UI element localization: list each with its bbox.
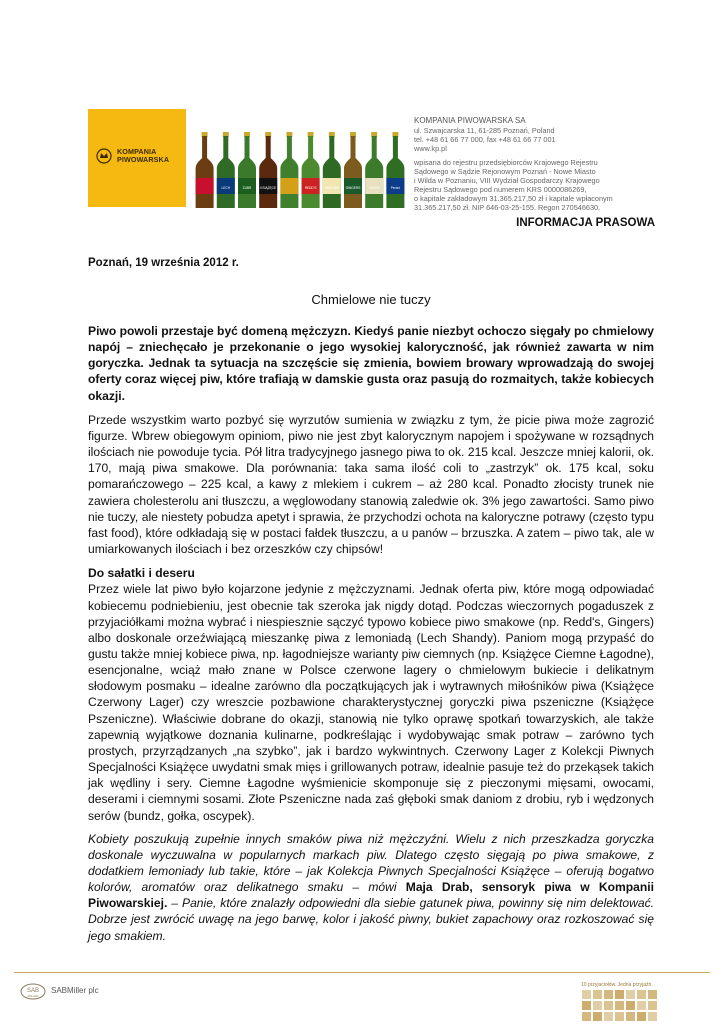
article-body (88, 323, 654, 944)
company-contact-block (414, 116, 654, 212)
body-paragraph: Przede wszystkim warto pozbyć się wyrzutów sumienia w związku z tym, że picie piwa może zagrozić figurze. Wbrew obiegowym opiniom, piwo nie jest zbyt kalorycznym napojem i spożywane w rozsądnych ilościach nie powoduje tycia. Pół litra tradycyjnego jasnego piwa to ok. 215 kcal. Jeszcze mniej kalorii, ok. 170, mają piwa smakowe. Dla porównania: taka sama ilość coli to „zastrzyk” ok. 175 kcal, soku pomarańczowego – 225 kcal, a kawy z mlekiem i cukrem – aż 280 kcal. Ponadto złocisty trunek nie zawiera cholesterolu ani tłuszczu, a węglowodany stanowią zaledwie ok. 3% jego zawartości. Samo piwo nie tuczy, ale niestety pobudza apetyt i sprawia, że przychodzi ochota na kaloryczne potrawy (często typu fast food), które odkładają się w postaci fałdek tłuszczu, a u panów – brzuszka. A zatem – piwo tak, ale w umiarkowanych ilościach i bez orzeszków czy chipsów! (88, 412, 654, 557)
registry-line: o kapitale zakładowym 31.365.217,50 zł i kapitale wpłaconym (414, 194, 613, 203)
logo-line-2: PIWOWARSKA (117, 155, 170, 164)
brand-tile (582, 1001, 591, 1010)
footer-tagline: 10 przyjaciołów. Jedna przyjaźń. (581, 982, 653, 988)
sab-logo-subtext: MILLER (27, 994, 39, 998)
brand-tile (637, 1012, 646, 1021)
logo-line-1: KOMPANIA (117, 147, 157, 156)
bottle-label: GRAND (368, 186, 380, 190)
beer-bottle (365, 132, 383, 208)
bottle-label: ŻUBR (242, 186, 252, 190)
quote-text: Kobiety poszukują zupełnie innych smaków piwa niż mężczyźni. Wielu z nich przeszkadza goryczka doskonale wyczuwalna w popularnych markach piw. Dlatego często sięgają po piwa smakowe, z dodatkiem lemoniady lub takie, które – jak Kolekcja Piwnych Specjalności Książęce – oferują bogatwo kolorów, aromatów oraz delikatnego smaku (88, 831, 654, 895)
bottle-label: DEBOWE (324, 186, 339, 190)
lead-paragraph: Piwo powoli przestaje być domeną mężczyzn. Kiedyś panie niezbyt ochoczo sięgały po chmielowy napój – zniechęcało je przekonanie o jego wysokiej kaloryczność, jak również zawarta w nim goryczka. Jednak ta sytuacja na szczęście się zmienia, bowiem browary wprowadzają do swojej oferty coraz więcej piw, które trafiają w damskie gusta oraz pasują do rozmaitych, także kobiecych okazji. (88, 324, 654, 403)
registry-line: i Wilda w Poznaniu, VIII Wydział Gospodarczy Krajowego (414, 176, 600, 185)
quote-dash: – mówi (343, 880, 406, 895)
beer-bottle (259, 132, 277, 208)
quote-speaker: Maja Drab, sensoryk piwa w Kompanii Piwowarskiej. (88, 880, 654, 911)
brand-tile (626, 1001, 635, 1010)
beer-bottle (344, 132, 362, 208)
brand-tile (648, 990, 657, 999)
section-subheading: Do sałatki i deseru (88, 566, 195, 581)
contact-web[interactable]: www.kp.pl (414, 144, 447, 153)
beer-bottles-image (194, 132, 406, 208)
brand-tile (604, 1001, 613, 1010)
beer-bottle (196, 132, 214, 208)
brand-tile (582, 1012, 591, 1021)
beer-bottle (217, 132, 235, 208)
bottle-label: REDD'S (304, 186, 317, 190)
brand-tile (648, 1001, 657, 1010)
bottle-label: KSIĄŻĘCE (260, 186, 277, 190)
contact-address: ul. Szwajcarska 11, 61-285 Poznań, Poland (414, 126, 555, 135)
registry-line: Rejestru Sądowego pod numerem KRS 0000086269, (414, 185, 587, 194)
registry-line: wpisana do rejestru przedsiębiorców Krajowego Rejestru (414, 158, 598, 167)
brand-tile (593, 1001, 602, 1010)
brand-tile (593, 1012, 602, 1021)
footer-company: SABMiller plc (51, 986, 99, 995)
brand-tile (582, 990, 591, 999)
beer-bottle (302, 132, 320, 208)
registry-line: 31.365.217,50 zł. NIP 646-03-25-155. Regon 270546630. (414, 203, 601, 212)
release-date: Poznań, 19 września 2012 r. (88, 257, 239, 269)
brand-tile (593, 990, 602, 999)
sabmiller-logo-icon (20, 983, 46, 1000)
bottle-label: Peroni (390, 186, 401, 190)
brand-tile (604, 1012, 613, 1021)
body-paragraph: Przez wiele lat piwo było kojarzone jedynie z mężczyznami. Jednak oferta piw, które mogą odpowiadać kobiecemu podniebieniu, jest obecnie tak szeroka jak nigdy dotąd. Podczas wieczornych pogaduszek z przyjaciółkami można wybrać i niespiesznie sączyć typowo kobiece piwo smakowe (np. Redd's, Gingers) albo doskonale orzeźwiającą mieszankę piwa z lemoniadą (Lech Shandy). Paniom mogą przypaść do gustu także mniej kobiece piwa, np. łagodniejsze warianty piw ciemnych (np. Książęce Ciemne Łagodne), esencjonalne, wciąż mało znane w Polsce czerwone lagery o chmielowym bukiecie i delikatnym słodowym posmaku – idealne zarówno dla początkujących jak i wytrawnych miłośników piwa (Książęce Czerwony Lager) czy wreszcie pozbawione charakterystycznej goryczki piwa pszeniczne (Książęce Pszeniczne). Właściwie dobrane do okazji, stanowią nie tylko oprawę spotkań towarzyskich, ale także zapewnią wyjątkowe doznania kulinarne, podkreślając i wydobywając smak potraw – zarówno tych prostych, przyrządzanych „na szybko”, jak i bardzo wykwintnych. Czerwony Lager z Kolekcji Piwnych Specjalności Książęce uwydatni smak mięs i grillowanych potraw, idealnie pasuje też do przekąsek takich jak wędliny i sery. Ciemne Łagodne wyśmienicie skomponuje się z pieczonymi mięsami, owocami, deserami i ciemnymi sosami. Złote Pszeniczne nada zaś głęboki smak daniom z drobiu, ryb i wędzonych serów (bundz, gołka, oscypek). (88, 582, 654, 823)
company-logo (88, 109, 186, 207)
brand-tile (615, 1012, 624, 1021)
brand-tiles-graphic (582, 990, 658, 1022)
quote-paragraph (88, 831, 654, 944)
crown-emblem-icon (96, 148, 112, 164)
beer-bottle (238, 132, 256, 208)
beer-bottle (323, 132, 341, 208)
brand-tile (626, 990, 635, 999)
article-title: Chmielowe nie tuczy (311, 292, 431, 307)
beer-bottle (280, 132, 298, 208)
brand-tile (604, 990, 613, 999)
brand-tile (615, 1001, 624, 1010)
bottle-label: GINGERS (345, 186, 361, 190)
sab-logo-text: SAB (26, 988, 40, 994)
contact-company: KOMPANIA PIWOWARSKA SA (414, 116, 526, 125)
footer-divider (14, 972, 710, 973)
bottle-label: LECH (221, 186, 231, 190)
brand-tile (637, 1001, 646, 1010)
quote-text-continued: – Panie, które znalazły odpowiedni dla siebie gatunek piwa, powinny się nim delektować. Dobrze jest zwrócić uwagę na jego barwę, kolor i jakość piwny, bukiet zapachowy oraz rozkoszować się jego smakiem. (88, 896, 654, 943)
brand-tile (637, 990, 646, 999)
registry-line: Sądowego w Sądzie Rejonowym Poznań - Nowe Miasto (414, 167, 596, 176)
contact-phone: tel. +48 61 66 77 000, fax +48 61 66 77 001 (414, 135, 556, 144)
brand-tile (648, 1012, 657, 1021)
beer-bottle (386, 132, 404, 208)
press-release-label: INFORMACJA PRASOWA (516, 217, 655, 229)
brand-tile (626, 1012, 635, 1021)
brand-tile (615, 990, 624, 999)
